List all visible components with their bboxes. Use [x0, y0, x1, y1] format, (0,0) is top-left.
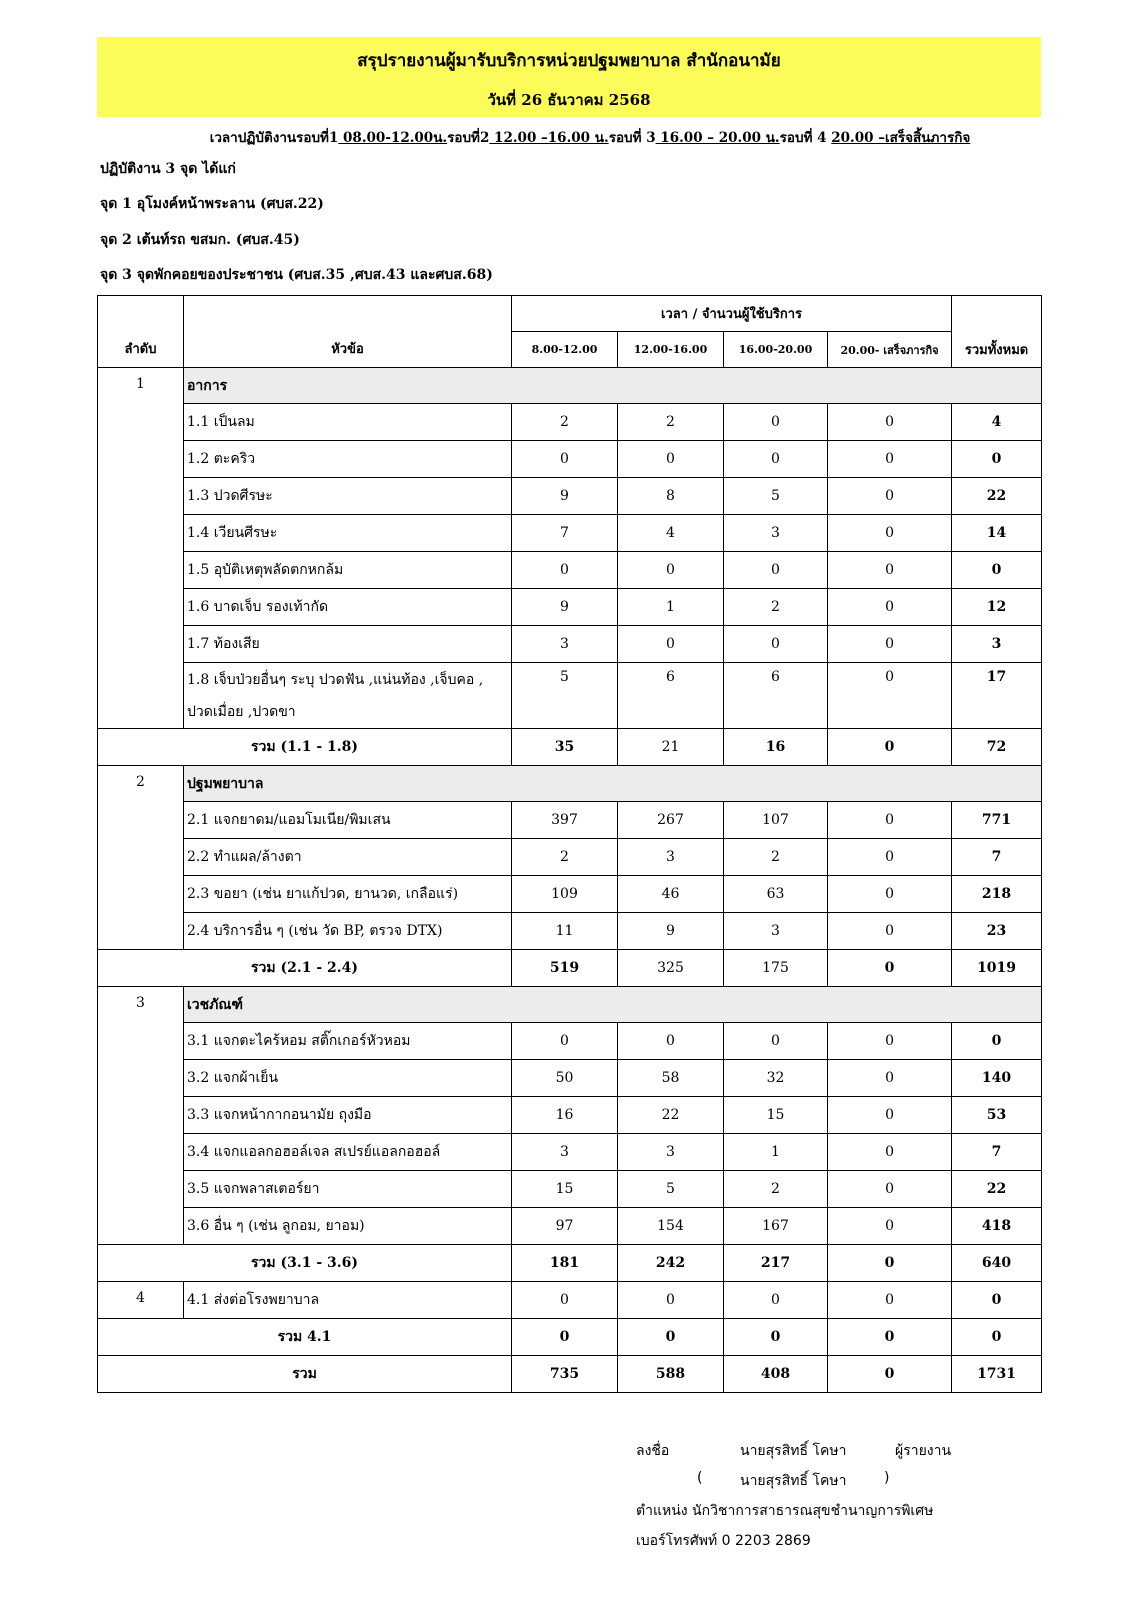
subtotal-shift-4: 0	[828, 729, 952, 766]
row-label	[184, 1171, 512, 1208]
subtotal-shift-4: 0	[828, 1319, 952, 1356]
section-number: 2	[98, 766, 184, 950]
cell-row-total: 0	[952, 552, 1042, 589]
grand-total-all: 1731	[952, 1356, 1042, 1393]
cell-row-total: 12	[952, 589, 1042, 626]
subtotal-shift-1: 0	[512, 1319, 618, 1356]
cell-shift-2: 0	[618, 1023, 724, 1060]
subtotal-label: รวม (3.1 - 3.6)	[98, 1245, 512, 1282]
cell-shift-2: 5	[618, 1171, 724, 1208]
subtotal-shift-3: 175	[724, 950, 828, 987]
header-row-1	[98, 296, 1042, 332]
cell-shift-4: 0	[828, 663, 952, 729]
section-number: 3	[98, 987, 184, 1245]
col-shift-1: 8.00-12.00	[512, 332, 618, 368]
row-label	[184, 802, 512, 839]
shift-1-label: เวลาปฏิบัติงานรอบที่1	[209, 130, 339, 146]
info-line-2: จุด 1 อุโมงค์หน้าพระลาน (ศบส.22)	[100, 196, 324, 212]
cell-row-total: 140	[952, 1060, 1042, 1097]
table-row	[98, 478, 1042, 515]
subtotal-shift-1: 35	[512, 729, 618, 766]
row-label	[184, 663, 512, 729]
cell-shift-2: 3	[618, 839, 724, 876]
section-header-row	[98, 987, 1042, 1023]
row-label-line: 3.6 อื่น ๆ (เช่น ลูกอม, ยาอม)	[187, 1218, 365, 1234]
shift-2-time: 12.00 –16.00 น.	[489, 130, 609, 146]
row-label	[184, 589, 512, 626]
row-label	[184, 478, 512, 515]
cell-shift-1: 109	[512, 876, 618, 913]
table-row	[98, 1023, 1042, 1060]
row-label-line: 1.8 เจ็บป่วยอื่นๆ ระบุ ปวดฟัน ,แน่นท้อง ,เจ็บคอ ,	[187, 672, 484, 688]
cell-row-total: 14	[952, 515, 1042, 552]
table-row	[98, 839, 1042, 876]
cell-row-total: 53	[952, 1097, 1042, 1134]
row-label-line: 1.4 เวียนศีรษะ	[187, 525, 278, 541]
cell-shift-1: 15	[512, 1171, 618, 1208]
cell-shift-3: 5	[724, 478, 828, 515]
cell-shift-3: 2	[724, 1171, 828, 1208]
cell-shift-4: 0	[828, 404, 952, 441]
info-line-1: ปฏิบัติงาน 3 จุด ได้แก่	[100, 161, 236, 177]
section-header-fill	[512, 987, 1042, 1023]
section-header-fill	[512, 766, 1042, 802]
signer-name-printed: นายสุรสิทธิ์ โคษา	[740, 1473, 847, 1489]
cell-shift-4: 0	[828, 839, 952, 876]
cell-shift-1: 9	[512, 478, 618, 515]
shift-1-time: 08.00-12.00น.	[338, 130, 448, 146]
cell-shift-3: 3	[724, 913, 828, 950]
cell-shift-2: 4	[618, 515, 724, 552]
cell-shift-4: 0	[828, 876, 952, 913]
subtotal-shift-2: 325	[618, 950, 724, 987]
cell-shift-3: 32	[724, 1060, 828, 1097]
cell-row-total: 0	[952, 1282, 1042, 1319]
cell-shift-2: 22	[618, 1097, 724, 1134]
row-label-line: 2.2 ทำแผล/ล้างตา	[187, 849, 302, 865]
table-row	[98, 626, 1042, 663]
row-label	[184, 626, 512, 663]
cell-shift-4: 0	[828, 589, 952, 626]
subtotal-shift-2: 0	[618, 1319, 724, 1356]
cell-shift-1: 0	[512, 441, 618, 478]
row-label	[184, 1060, 512, 1097]
row-label-line: 1.3 ปวดศีรษะ	[187, 488, 273, 504]
cell-shift-1: 2	[512, 404, 618, 441]
row-label-line: 1.5 อุบัติเหตุพลัดตกหกล้ม	[187, 562, 344, 578]
row-label	[184, 1023, 512, 1060]
info-line-4: จุด 3 จุดพักคอยของประชาชน (ศบส.35 ,ศบส.43 และศบส.68)	[100, 267, 493, 283]
cell-row-total: 771	[952, 802, 1042, 839]
row-label-line: 2.1 แจกยาดม/แอมโมเนีย/พิมเสน	[187, 812, 391, 828]
table-row	[98, 1282, 1042, 1319]
row-label-line: 1.6 บาดเจ็บ รองเท้ากัด	[187, 599, 329, 615]
cell-row-total: 17	[952, 663, 1042, 729]
section-header-row	[98, 368, 1042, 404]
row-label-line: 1.1 เป็นลม	[187, 414, 255, 430]
cell-shift-1: 50	[512, 1060, 618, 1097]
row-label-line: 1.7 ท้องเสีย	[187, 636, 260, 652]
row-label	[184, 404, 512, 441]
cell-row-total: 3	[952, 626, 1042, 663]
cell-shift-4: 0	[828, 1282, 952, 1319]
shift-4-label: รอบที่ 4	[779, 130, 832, 146]
table-row	[98, 913, 1042, 950]
table-row	[98, 589, 1042, 626]
row-label-line: 3.5 แจกพลาสเตอร์ยา	[187, 1181, 320, 1197]
cell-shift-4: 0	[828, 802, 952, 839]
cell-shift-2: 58	[618, 1060, 724, 1097]
cell-row-total: 418	[952, 1208, 1042, 1245]
cell-shift-3: 0	[724, 626, 828, 663]
cell-row-total: 0	[952, 441, 1042, 478]
subtotal-shift-4: 0	[828, 950, 952, 987]
subtotal-label: รวม (1.1 - 1.8)	[98, 729, 512, 766]
cell-shift-1: 0	[512, 1023, 618, 1060]
col-shift-3: 16.00-20.00	[724, 332, 828, 368]
subtotal-shift-3: 217	[724, 1245, 828, 1282]
cell-shift-4: 0	[828, 1060, 952, 1097]
report-table	[97, 295, 1042, 1393]
signer-role: ผู้รายงาน	[895, 1443, 952, 1459]
table-row	[98, 1134, 1042, 1171]
cell-shift-2: 0	[618, 552, 724, 589]
section-title: อาการ	[184, 368, 512, 404]
cell-shift-2: 267	[618, 802, 724, 839]
cell-shift-3: 15	[724, 1097, 828, 1134]
subtotal-row	[98, 1319, 1042, 1356]
grand-total-shift-3: 408	[724, 1356, 828, 1393]
grand-total-shift-1: 735	[512, 1356, 618, 1393]
shift-2-label: รอบที่2	[447, 130, 490, 146]
row-label-line: 3.2 แจกผ้าเย็น	[187, 1070, 279, 1086]
col-shift-4: 20.00- เสร็จภารกิจ	[828, 332, 952, 368]
cell-row-total: 7	[952, 839, 1042, 876]
cell-shift-3: 3	[724, 515, 828, 552]
cell-row-total: 4	[952, 404, 1042, 441]
row-label	[184, 1282, 512, 1319]
paren-open: (	[697, 1470, 703, 1486]
row-label-line: 3.3 แจกหน้ากากอนามัย ถุงมือ	[187, 1107, 372, 1123]
section-title: ปฐมพยาบาล	[184, 766, 512, 802]
report-title: สรุปรายงานผู้มารับบริการหน่วยปฐมพยาบาล สำนักอนามัย	[357, 51, 781, 71]
subtotal-label: รวม (2.1 - 2.4)	[98, 950, 512, 987]
cell-shift-4: 0	[828, 1134, 952, 1171]
subtotal-row	[98, 950, 1042, 987]
cell-shift-2: 2	[618, 404, 724, 441]
table-row	[98, 515, 1042, 552]
row-label	[184, 1208, 512, 1245]
cell-row-total: 22	[952, 1171, 1042, 1208]
cell-shift-3: 2	[724, 839, 828, 876]
row-label	[184, 1134, 512, 1171]
cell-shift-1: 3	[512, 1134, 618, 1171]
cell-shift-4: 0	[828, 552, 952, 589]
grand-total-shift-2: 588	[618, 1356, 724, 1393]
signer-position: ตำแหน่ง นักวิชาการสาธารณสุขชำนาญการพิเศษ	[636, 1503, 934, 1519]
subtotal-total: 1019	[952, 950, 1042, 987]
row-label-line: 2.4 บริการอื่น ๆ (เช่น วัด BP, ตรวจ DTX)	[187, 923, 443, 939]
col-total-header: รวมทั้งหมด	[952, 332, 1042, 368]
subtotal-shift-1: 181	[512, 1245, 618, 1282]
row-label	[184, 913, 512, 950]
grand-total-row	[98, 1356, 1042, 1393]
shift-4-time: 20.00 –เสร็จสิ้นภารกิจ	[831, 130, 971, 146]
cell-shift-4: 0	[828, 515, 952, 552]
cell-shift-3: 1	[724, 1134, 828, 1171]
cell-shift-4: 0	[828, 1097, 952, 1134]
cell-shift-3: 0	[724, 1023, 828, 1060]
cell-row-total: 23	[952, 913, 1042, 950]
cell-shift-4: 0	[828, 441, 952, 478]
table-row	[98, 876, 1042, 913]
subtotal-row	[98, 1245, 1042, 1282]
subtotal-total: 640	[952, 1245, 1042, 1282]
table-row	[98, 404, 1042, 441]
title-banner	[97, 37, 1041, 117]
cell-shift-4: 0	[828, 1208, 952, 1245]
cell-shift-4: 0	[828, 913, 952, 950]
cell-row-total: 218	[952, 876, 1042, 913]
section-title: เวชภัณฑ์	[184, 987, 512, 1023]
cell-shift-4: 0	[828, 1171, 952, 1208]
subtotal-total: 0	[952, 1319, 1042, 1356]
cell-shift-1: 16	[512, 1097, 618, 1134]
cell-shift-2: 0	[618, 626, 724, 663]
cell-shift-2: 9	[618, 913, 724, 950]
row-label-line: 3.1 แจกตะไคร้หอม สติ๊กเกอร์หัวหอม	[187, 1033, 411, 1049]
subtotal-total: 72	[952, 729, 1042, 766]
report-date: วันที่ 26 ธันวาคม 2568	[487, 91, 651, 109]
grand-total-shift-4: 0	[828, 1356, 952, 1393]
subtotal-shift-3: 0	[724, 1319, 828, 1356]
table-row	[98, 552, 1042, 589]
section-header-fill	[512, 368, 1042, 404]
shift-3-label: รอบที่ 3	[608, 130, 656, 146]
cell-shift-2: 6	[618, 663, 724, 729]
cell-shift-3: 107	[724, 802, 828, 839]
cell-shift-3: 0	[724, 1282, 828, 1319]
cell-shift-1: 97	[512, 1208, 618, 1245]
row-label	[184, 552, 512, 589]
subtotal-shift-4: 0	[828, 1245, 952, 1282]
section-number: 4	[98, 1282, 184, 1319]
table-row	[98, 802, 1042, 839]
sign-label: ลงชื่อ	[636, 1443, 670, 1459]
section-header-row	[98, 766, 1042, 802]
cell-shift-4: 0	[828, 478, 952, 515]
cell-shift-2: 0	[618, 441, 724, 478]
subtotal-shift-2: 21	[618, 729, 724, 766]
grand-total-label: รวม	[98, 1356, 512, 1393]
row-label-line-2: ปวดเมื่อย ,ปวดขา	[187, 704, 296, 720]
paren-close: )	[884, 1470, 890, 1486]
cell-shift-3: 167	[724, 1208, 828, 1245]
table-row	[98, 1208, 1042, 1245]
row-label-line: 2.3 ขอยา (เช่น ยาแก้ปวด, ยานวด, เกลือแร่)	[187, 886, 459, 902]
row-label	[184, 839, 512, 876]
cell-shift-3: 2	[724, 589, 828, 626]
col-time-header: เวลา / จำนวนผู้ใช้บริการ	[512, 296, 952, 332]
col-order-header: ลำดับ	[98, 296, 184, 368]
subtotal-shift-3: 16	[724, 729, 828, 766]
info-line-3: จุด 2 เต้นท์รถ ขสมก. (ศบส.45)	[100, 232, 300, 248]
row-label	[184, 441, 512, 478]
cell-shift-2: 0	[618, 1282, 724, 1319]
cell-shift-1: 5	[512, 663, 618, 729]
cell-shift-4: 0	[828, 1023, 952, 1060]
cell-shift-2: 3	[618, 1134, 724, 1171]
row-label-line: 4.1 ส่งต่อโรงพยาบาล	[187, 1292, 320, 1308]
table-row	[98, 441, 1042, 478]
shift-3-time: 16.00 – 20.00 น.	[655, 130, 780, 146]
cell-shift-1: 11	[512, 913, 618, 950]
cell-shift-2: 1	[618, 589, 724, 626]
cell-shift-1: 3	[512, 626, 618, 663]
signer-phone: เบอร์โทรศัพท์ 0 2203 2869	[636, 1533, 811, 1549]
subtotal-label: รวม 4.1	[98, 1319, 512, 1356]
row-label	[184, 1097, 512, 1134]
table-row	[98, 663, 1042, 729]
cell-row-total: 22	[952, 478, 1042, 515]
row-label	[184, 876, 512, 913]
cell-shift-3: 63	[724, 876, 828, 913]
cell-shift-2: 8	[618, 478, 724, 515]
cell-shift-2: 46	[618, 876, 724, 913]
col-shift-2: 12.00-16.00	[618, 332, 724, 368]
cell-shift-1: 7	[512, 515, 618, 552]
cell-shift-4: 0	[828, 626, 952, 663]
subtotal-row	[98, 729, 1042, 766]
col-topic-header: หัวข้อ	[184, 296, 512, 368]
cell-shift-1: 0	[512, 1282, 618, 1319]
table-row	[98, 1060, 1042, 1097]
table-row	[98, 1171, 1042, 1208]
row-label-line: 1.2 ตะคริว	[187, 451, 256, 467]
cell-shift-3: 0	[724, 404, 828, 441]
cell-row-total: 0	[952, 1023, 1042, 1060]
row-label	[184, 515, 512, 552]
cell-shift-3: 0	[724, 441, 828, 478]
cell-shift-2: 154	[618, 1208, 724, 1245]
table-row	[98, 1097, 1042, 1134]
section-number: 1	[98, 368, 184, 729]
cell-shift-1: 2	[512, 839, 618, 876]
subtotal-shift-1: 519	[512, 950, 618, 987]
subtotal-shift-2: 242	[618, 1245, 724, 1282]
cell-shift-1: 9	[512, 589, 618, 626]
row-label-line: 3.4 แจกแอลกอฮอล์เจล สเปรย์แอลกอฮอล์	[187, 1144, 441, 1160]
cell-row-total: 7	[952, 1134, 1042, 1171]
cell-shift-1: 0	[512, 552, 618, 589]
cell-shift-3: 6	[724, 663, 828, 729]
cell-shift-3: 0	[724, 552, 828, 589]
shift-schedule	[140, 126, 1040, 148]
signer-name: นายสุรสิทธิ์ โคษา	[740, 1443, 847, 1459]
cell-shift-1: 397	[512, 802, 618, 839]
